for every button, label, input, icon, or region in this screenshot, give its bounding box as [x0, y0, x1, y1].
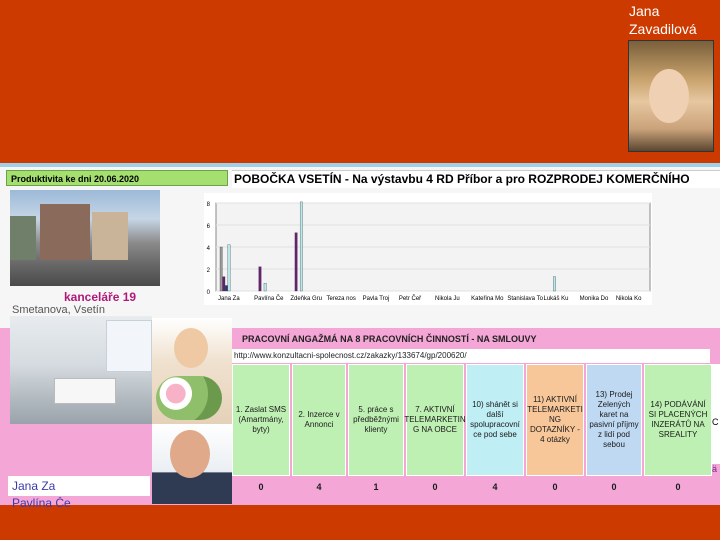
work-header: PRACOVNÍ ANGAŽMÁ NA 8 PRACOVNÍCH ČINNOSTÍ - NA SMLOUVY	[242, 334, 537, 344]
chart-y-tick: 8	[206, 202, 210, 208]
chart-bar	[223, 277, 225, 291]
chart-x-label: Zdeňka Gru	[290, 296, 323, 302]
chart-x-label: Stanislava To	[507, 296, 543, 302]
activity-header-8: 14) PODÁVÁNÍ SI PLACENÝCH INZERÁTŮ NA SREALITY	[644, 364, 712, 476]
person-photo	[628, 40, 714, 152]
man-face	[170, 430, 210, 478]
chart-bar	[228, 245, 230, 291]
activity-value-8: 0	[675, 482, 681, 492]
productivity-date-cell: Produktivita ke dni 20.06.2020	[6, 170, 228, 186]
chart-x-label: Jana Za	[218, 296, 240, 302]
activity-value-2: 4	[316, 482, 322, 492]
building-main	[40, 204, 90, 260]
branch-title: POBOČKA VSETÍN - Na výstavbu 4 RD Příbor a pro ROZPRODEJ KOMERČNÍHO	[232, 170, 720, 188]
activity-header-3: 5. práce s předběžnými klienty	[348, 364, 404, 476]
building-right	[92, 212, 128, 260]
man-portrait-photo	[152, 424, 232, 504]
building-left	[10, 216, 36, 260]
chart-y-tick: 0	[206, 290, 210, 296]
activity-header-6: 11) AKTIVNÍ TELEMARKETI NG DOTAZNÍKY - 4 otázky	[526, 364, 584, 476]
right-edge-bottom: ä	[712, 464, 718, 474]
chart-bar	[225, 286, 227, 292]
woman-with-flowers-photo	[152, 318, 232, 424]
chart-bar	[264, 283, 266, 291]
chart-x-label: Nikola Ko	[615, 296, 642, 302]
street-photo	[10, 190, 160, 286]
activity-header-5: 10) shánět si další spolupracovní ce pod sebe	[466, 364, 524, 476]
person-face	[649, 69, 689, 123]
window	[106, 320, 152, 372]
chart-bar	[259, 267, 261, 291]
person-name-label	[629, 2, 707, 38]
chart-y-tick: 6	[206, 224, 210, 230]
chart-x-label: Pavla Troj	[362, 296, 390, 302]
chart-y-tick: 4	[206, 246, 210, 252]
sheet-top-strip	[0, 163, 720, 167]
chart-x-label: Kateřina Mo	[471, 296, 504, 302]
name-row-2: Pavlína Če	[12, 497, 71, 507]
productivity-chart	[204, 193, 652, 305]
activity-value-3: 1	[373, 482, 379, 492]
right-edge-top	[712, 364, 720, 380]
chart-x-label: Monika Do	[579, 296, 609, 302]
activity-value-4: 0	[432, 482, 438, 492]
chart-x-label: Tereza nos	[326, 296, 356, 302]
desk	[54, 378, 116, 404]
bouquet	[156, 376, 222, 420]
office-label: kanceláře 19	[64, 290, 137, 304]
right-edge-mid: C	[712, 380, 720, 464]
activity-header-7: 13) Prodej Zelených karet na pasivní příjmy z lidí pod sebou	[586, 364, 642, 476]
url-link[interactable]: http://www.konzultacni-spolecnost.cz/zakazky/133674/gp/200620/	[232, 349, 710, 363]
activity-value-5: 4	[492, 482, 498, 492]
activity-value-7: 0	[611, 482, 617, 492]
woman-face	[174, 328, 208, 368]
chart-y-tick: 2	[206, 268, 210, 274]
chart-bar	[220, 247, 222, 291]
address-label: Smetanova, Vsetín	[12, 304, 105, 316]
activity-value-6: 0	[552, 482, 558, 492]
office-interior-photo	[10, 316, 152, 424]
chart-bar	[295, 233, 297, 291]
activity-header-1: 1. Zaslat SMS (Amartmány, byty)	[232, 364, 290, 476]
chart-x-label: Petr Čeř	[398, 296, 422, 302]
chart-x-label: Lukáš Ku	[543, 296, 569, 302]
activity-value-1: 0	[258, 482, 264, 492]
person-name-text: Jana Zavadilová	[629, 3, 697, 37]
chart-bar	[300, 202, 302, 291]
chart-svg	[204, 193, 652, 305]
activity-header-4: 7. AKTIVNÍ TELEMARKETIN G NA OBCE	[406, 364, 464, 476]
chart-x-label: Nikola Ju	[435, 296, 460, 302]
activity-header-2: 2. Inzerce v Annonci	[292, 364, 346, 476]
chart-x-label: Pavlína Če	[254, 296, 284, 302]
chart-bar	[553, 277, 555, 291]
name-row-1: Jana Za	[8, 476, 150, 496]
